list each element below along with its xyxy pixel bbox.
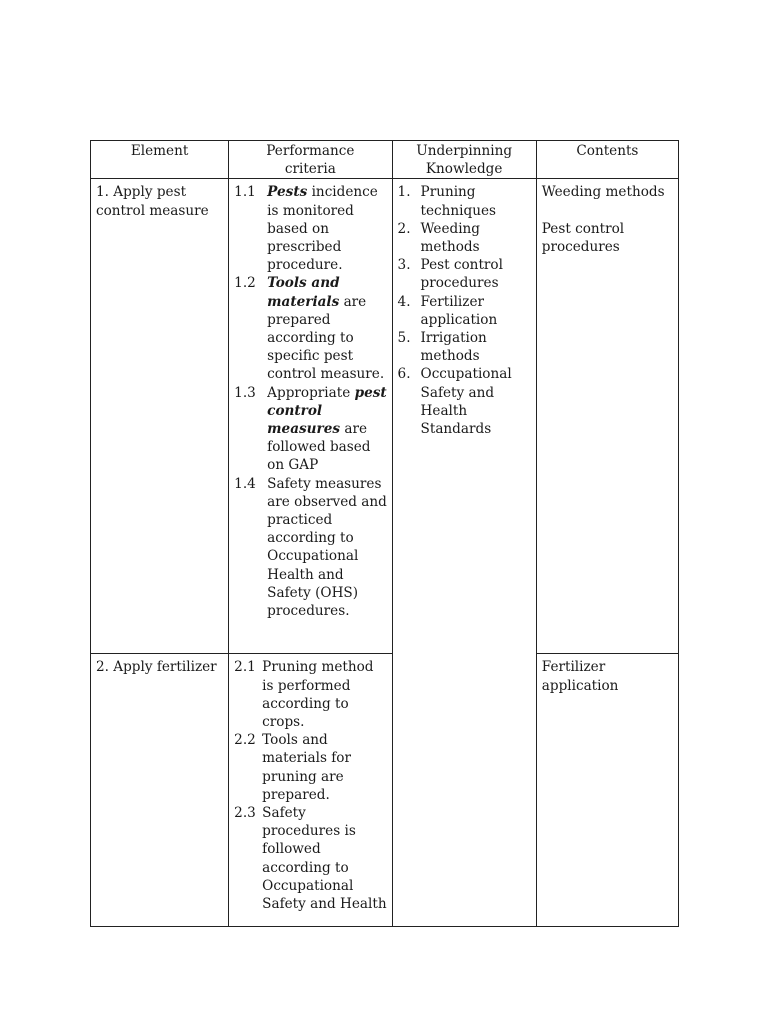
table-row [91, 179, 679, 654]
knowledge-item [398, 183, 532, 219]
criteria-number: 2.3 [234, 805, 256, 822]
knowledge-text: Weeding methods [420, 220, 481, 256]
criteria-rest: are prepared according to specific pest control measure. [267, 293, 385, 383]
knowledge-number: 6. [397, 366, 411, 383]
knowledge-number: 3. [397, 257, 411, 274]
contents-text: Fertilizer application [541, 659, 619, 694]
criteria-keyword: Tools and materials [267, 275, 340, 310]
element-cell [91, 654, 229, 927]
criteria-text: Pruning method is performed according to crops. [262, 659, 374, 731]
knowledge-text: Pest control procedures [420, 257, 503, 292]
element-text: 2. Apply fertilizer [96, 659, 217, 676]
criteria-number: 1.2 [234, 275, 256, 292]
element-text: 1. Apply pest control measure [96, 184, 209, 219]
knowledge-text: Occupational Safety and Health Standards [420, 366, 512, 438]
knowledge-text: Fertilizer application [420, 293, 498, 328]
criteria-item [234, 804, 387, 913]
element-cell [91, 179, 229, 654]
header-knowledge-line2: Knowledge [425, 161, 503, 178]
knowledge-item [398, 365, 532, 438]
criteria-text [267, 183, 387, 274]
header-knowledge-line1: Underpinning [416, 143, 513, 159]
header-row [91, 141, 679, 179]
knowledge-number: 5. [397, 330, 411, 347]
criteria-text: Tools and materials for pruning are prepared. [262, 732, 351, 803]
contents-text: Weeding methods [541, 184, 665, 201]
criteria-pre: Appropriate [267, 384, 355, 401]
criteria-text [267, 384, 387, 475]
header-performance-criteria [229, 141, 392, 179]
knowledge-item [398, 329, 532, 365]
contents-cell [536, 654, 678, 927]
contents-cell [536, 179, 678, 654]
criteria-item [234, 384, 387, 475]
header-element [91, 141, 229, 179]
knowledge-number: 1. [397, 184, 411, 201]
criteria-item [234, 274, 387, 383]
knowledge-text: Irrigation methods [420, 330, 487, 365]
criteria-number: 1.4 [234, 475, 256, 492]
criteria-text: Safety measures are observed and practiced according to Occupational Health and Safety (OHS) procedures. [267, 475, 387, 620]
criteria-number: 2.2 [234, 732, 256, 749]
criteria-rest: are followed based on GAP [267, 421, 371, 474]
criteria-rest: incidence is monitored based on prescribed procedure. [267, 184, 378, 274]
competency-table [90, 140, 679, 927]
header-contents-text: Contents [576, 143, 639, 159]
criteria-number: 1.1 [234, 184, 256, 201]
header-performance-line2: criteria [284, 161, 336, 178]
knowledge-text: Pruning techniques [420, 184, 497, 219]
criteria-item [234, 658, 387, 731]
knowledge-item [398, 256, 532, 292]
criteria-text: Safety procedures is followed according to Occupational Safety and Health [262, 805, 387, 913]
knowledge-cell [392, 179, 536, 927]
table-row [91, 654, 679, 927]
criteria-keyword: Pests [267, 184, 308, 201]
header-underpinning-knowledge [392, 141, 536, 179]
criteria-text [267, 274, 387, 383]
criteria-item [234, 731, 387, 804]
knowledge-item [398, 293, 532, 329]
knowledge-number: 2. [397, 220, 411, 237]
criteria-cell [229, 654, 392, 927]
criteria-item [234, 475, 387, 621]
criteria-keyword: pest control measures [267, 384, 387, 438]
contents-text: Pest control procedures [541, 220, 625, 255]
header-performance-line1: Performance [266, 143, 355, 159]
header-contents [536, 141, 678, 179]
criteria-cell [229, 179, 392, 654]
criteria-number: 1.3 [234, 384, 256, 401]
header-element-text: Element [130, 143, 189, 159]
knowledge-item [398, 220, 532, 256]
criteria-number: 2.1 [234, 659, 256, 676]
knowledge-number: 4. [397, 293, 411, 310]
criteria-item [234, 183, 387, 274]
